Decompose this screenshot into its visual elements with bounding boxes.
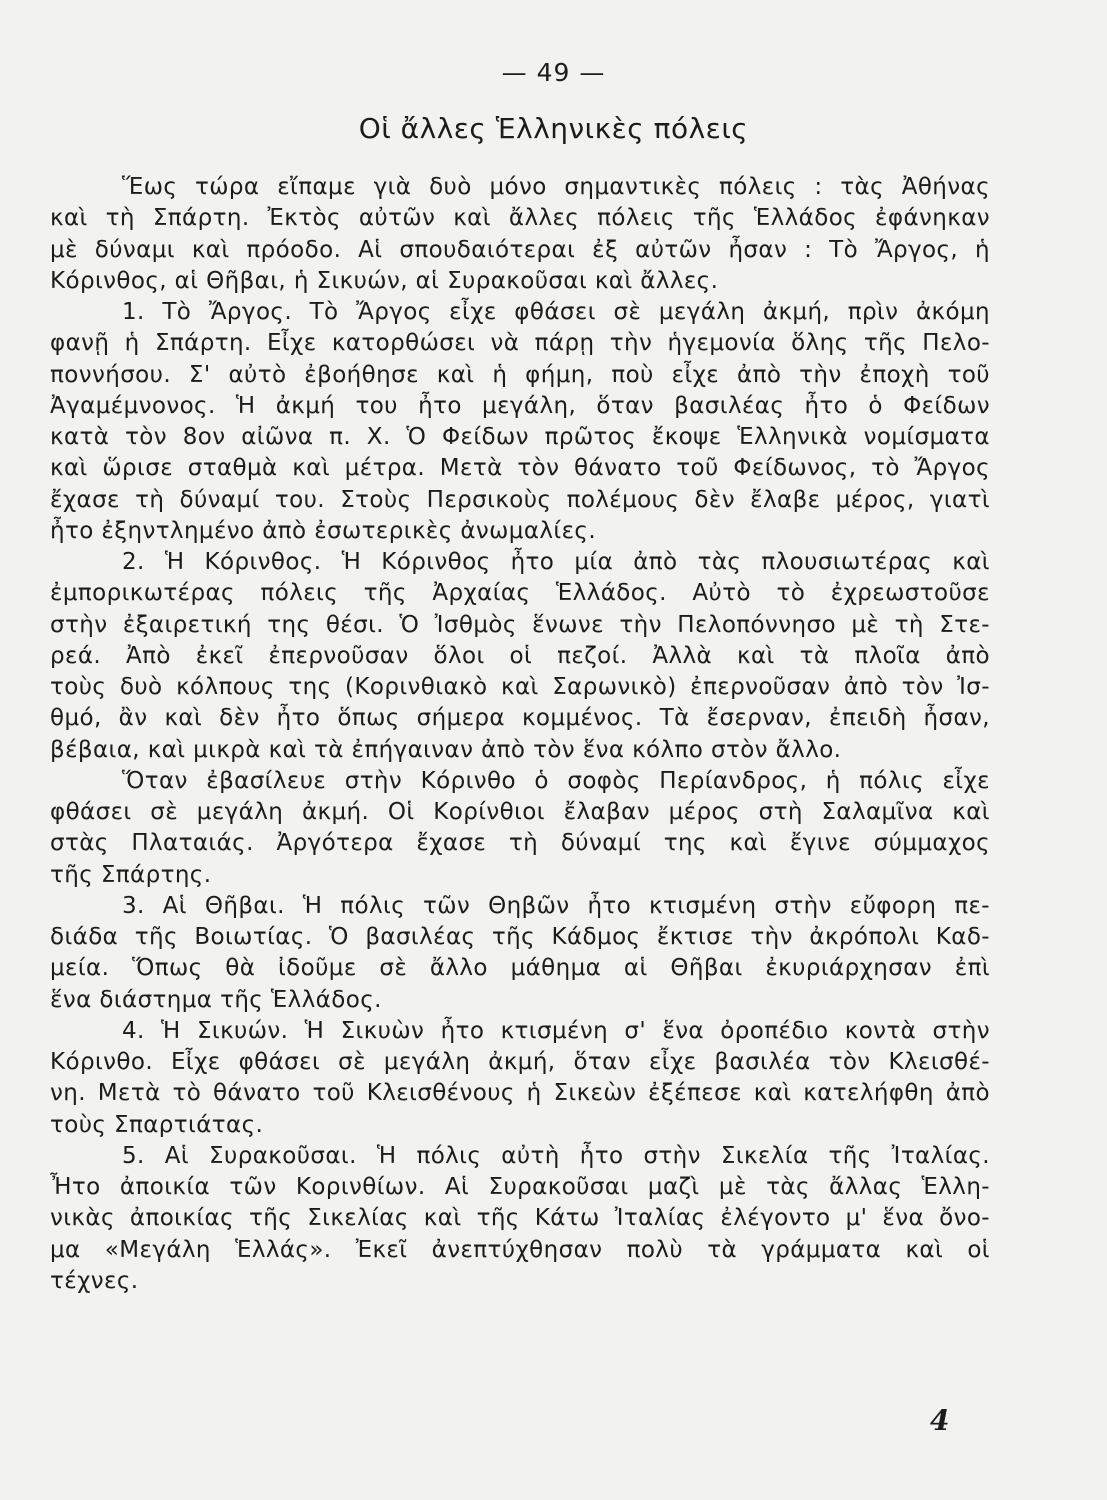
text-line: τῆς Σπάρτης. bbox=[50, 861, 212, 888]
text-line: τέχνες. bbox=[50, 1267, 139, 1294]
text-line: τοὺς δυὸ κόλπους της (Κορινθιακὸ καὶ Σαρωνικὸ) ἐπερνοῦσαν ἀπὸ τὸν Ἰσ- bbox=[50, 674, 990, 700]
text-line: μεία. Ὅπως θὰ ἰδοῦμε σὲ ἄλλο μάθημα αἱ Θῆβαι ἐκυριάρχησαν ἐπὶ bbox=[50, 955, 990, 982]
text-line: φθάσει σὲ μεγάλη ἀκμή. Οἱ Κορίνθιοι ἔλαβαν μέρος στὴ Σαλαμῖνα καὶ bbox=[50, 799, 990, 825]
text-line: Ὅταν ἐβασίλευε στὴν Κόρινθο ὁ σοφὸς Περίανδρος, ἡ πόλις εἶχε bbox=[122, 767, 990, 794]
text-line: 5. Αἱ Συρακοῦσαι. Ἡ πόλις αὐτὴ ἦτο στὴν Σικελία τῆς Ἰταλίας. bbox=[122, 1142, 990, 1169]
text-line: στὰς Πλαταιάς. Ἀργότερα ἔχασε τὴ δύναμί της καὶ ἔγινε σύμμαχος bbox=[50, 830, 990, 857]
text-line: κατὰ τὸν 8ον αἰῶνα π. Χ. Ὁ Φείδων πρῶτος ἔκοψε Ἑλληνικὰ νομίσματα bbox=[50, 424, 990, 450]
text-line: ἔχασε τὴ δύναμί του. Στοὺς Περσικοὺς πολέμους δὲν ἔλαβε μέρος, γιατὶ bbox=[50, 486, 990, 513]
text-line: ἐμπορικωτέρας πόλεις τῆς Ἀρχαίας Ἑλλάδος. Αὐτὸ τὸ ἐχρεωστοῦσε bbox=[50, 580, 990, 607]
text-line: Κόρινθος, αἱ Θῆβαι, ἡ Σικυών, αἱ Συρακοῦσαι καὶ ἄλλες. bbox=[50, 267, 719, 294]
text-line: μὲ δύναμι καὶ πρόοδο. Αἱ σπουδαιότεραι ἐξ αὐτῶν ἦσαν : Τὸ Ἄργος, ἡ bbox=[50, 236, 990, 263]
body-text bbox=[50, 172, 990, 1297]
paragraph-syracuse bbox=[50, 1141, 990, 1297]
text-line: Ἦτο ἀποικία τῶν Κορινθίων. Αἱ Συρακοῦσαι μαζὶ μὲ τὰς ἄλλας Ἑλλη- bbox=[50, 1174, 990, 1200]
text-line: Κόρινθο. Εἶχε φθάσει σὲ μεγάλη ἀκμή, ὅταν εἶχε βασιλέα τὸν Κλεισθέ- bbox=[50, 1049, 990, 1075]
text-line: διάδα τῆς Βοιωτίας. Ὁ βασιλέας τῆς Κάδμος ἔκτισε τὴν ἀκρόπολι Καδ- bbox=[50, 924, 990, 950]
paragraph-intro bbox=[50, 172, 990, 297]
text-line: ποννήσου. Σ' αὐτὸ ἐβοήθησε καὶ ἡ φήμη, ποὺ εἶχε ἀπὸ τὴν ἐποχὴ τοῦ bbox=[50, 361, 990, 388]
text-line: θμό, ἂν καὶ δὲν ἦτο ὅπως σήμερα κομμένος. Τὰ ἔσερναν, ἐπειδὴ ἦσαν, bbox=[50, 705, 990, 732]
text-line: τοὺς Σπαρτιάτας. bbox=[50, 1111, 264, 1138]
paragraph-argos bbox=[50, 297, 990, 547]
page-number: — 49 — bbox=[501, 58, 606, 87]
section-title: Οἱ ἄλλες Ἑλληνικὲς πόλεις bbox=[358, 112, 749, 145]
text-line: στὴν ἐξαιρετική της θέσι. Ὁ Ἰσθμὸς ἕνωνε τὴν Πελοπόννησο μὲ τὴ Στε- bbox=[50, 611, 990, 638]
text-line: 1. Τὸ Ἄργος. Τὸ Ἄργος εἶχε φθάσει σὲ μεγάλη ἀκμή, πρὶν ἀκόμη bbox=[122, 299, 990, 325]
text-line: ἦτο ἐξηντλημένο ἀπὸ ἐσωτερικὲς ἀνωμαλίες. bbox=[50, 517, 597, 544]
text-line: καὶ ὥρισε σταθμὰ καὶ μέτρα. Μετὰ τὸν θάνατο τοῦ Φείδωνος, τὸ Ἄργος bbox=[50, 455, 990, 482]
text-line: νη. Μετὰ τὸ θάνατο τοῦ Κλεισθένους ἡ Σικεὼν ἐξέπεσε καὶ κατελήφθη ἀπὸ bbox=[50, 1080, 990, 1107]
text-line: ἕνα διάστημα τῆς Ἑλλάδος. bbox=[50, 986, 382, 1013]
paragraph-periander bbox=[50, 766, 990, 891]
text-line: 2. Ἡ Κόρινθος. Ἡ Κόρινθος ἦτο μία ἀπὸ τὰς πλουσιωτέρας καὶ bbox=[122, 549, 990, 575]
text-line: Ἀγαμέμνονος. Ἡ ἀκμή του ἦτο μεγάλη, ὅταν βασιλέας ἦτο ὁ Φείδων bbox=[50, 392, 990, 419]
text-line: φανῇ ἡ Σπάρτη. Εἶχε κατορθώσει νὰ πάρῃ τὴν ἡγεμονία ὅλης τῆς Πελο- bbox=[50, 330, 990, 357]
paragraph-sicyon bbox=[50, 1016, 990, 1141]
text-line: ρεά. Ἀπὸ ἐκεῖ ἐπερνοῦσαν ὅλοι οἱ πεζοί. Ἀλλὰ καὶ τὰ πλοῖα ἀπὸ bbox=[50, 642, 990, 669]
text-line: 4. Ἡ Σικυών. Ἡ Σικυὼν ἦτο κτισμένη σ' ἕνα ὀροπέδιο κοντὰ στὴν bbox=[122, 1017, 990, 1044]
text-line: Ἕως τώρα εἴπαμε γιὰ δυὸ μόνο σημαντικὲς πόλεις : τὰς Ἀθήνας bbox=[122, 174, 990, 200]
text-line: καὶ τὴ Σπάρτη. Ἐκτὸς αὐτῶν καὶ ἄλλες πόλεις τῆς Ἑλλάδος ἐφάνηκαν bbox=[50, 205, 990, 232]
paragraph-corinth bbox=[50, 547, 990, 766]
signature-mark: 4 bbox=[930, 1404, 950, 1437]
text-line: νικὰς ἀποικίας τῆς Σικελίας καὶ τῆς Κάτω Ἰταλίας ἐλέγοντο μ' ἕνα ὄνο- bbox=[50, 1205, 990, 1232]
text-line: μα «Μεγάλη Ἑλλάς». Ἐκεῖ ἀνεπτύχθησαν πολὺ τὰ γράμματα καὶ οἱ bbox=[50, 1236, 990, 1263]
text-line: 3. Αἱ Θῆβαι. Ἡ πόλις τῶν Θηβῶν ἦτο κτισμένη στὴν εὔφορη πε- bbox=[122, 892, 990, 919]
paragraph-thebes bbox=[50, 891, 990, 1016]
text-line: βέβαια, καὶ μικρὰ καὶ τὰ ἐπήγαιναν ἀπὸ τὸν ἕνα κόλπο στὸν ἄλλο. bbox=[50, 736, 842, 763]
